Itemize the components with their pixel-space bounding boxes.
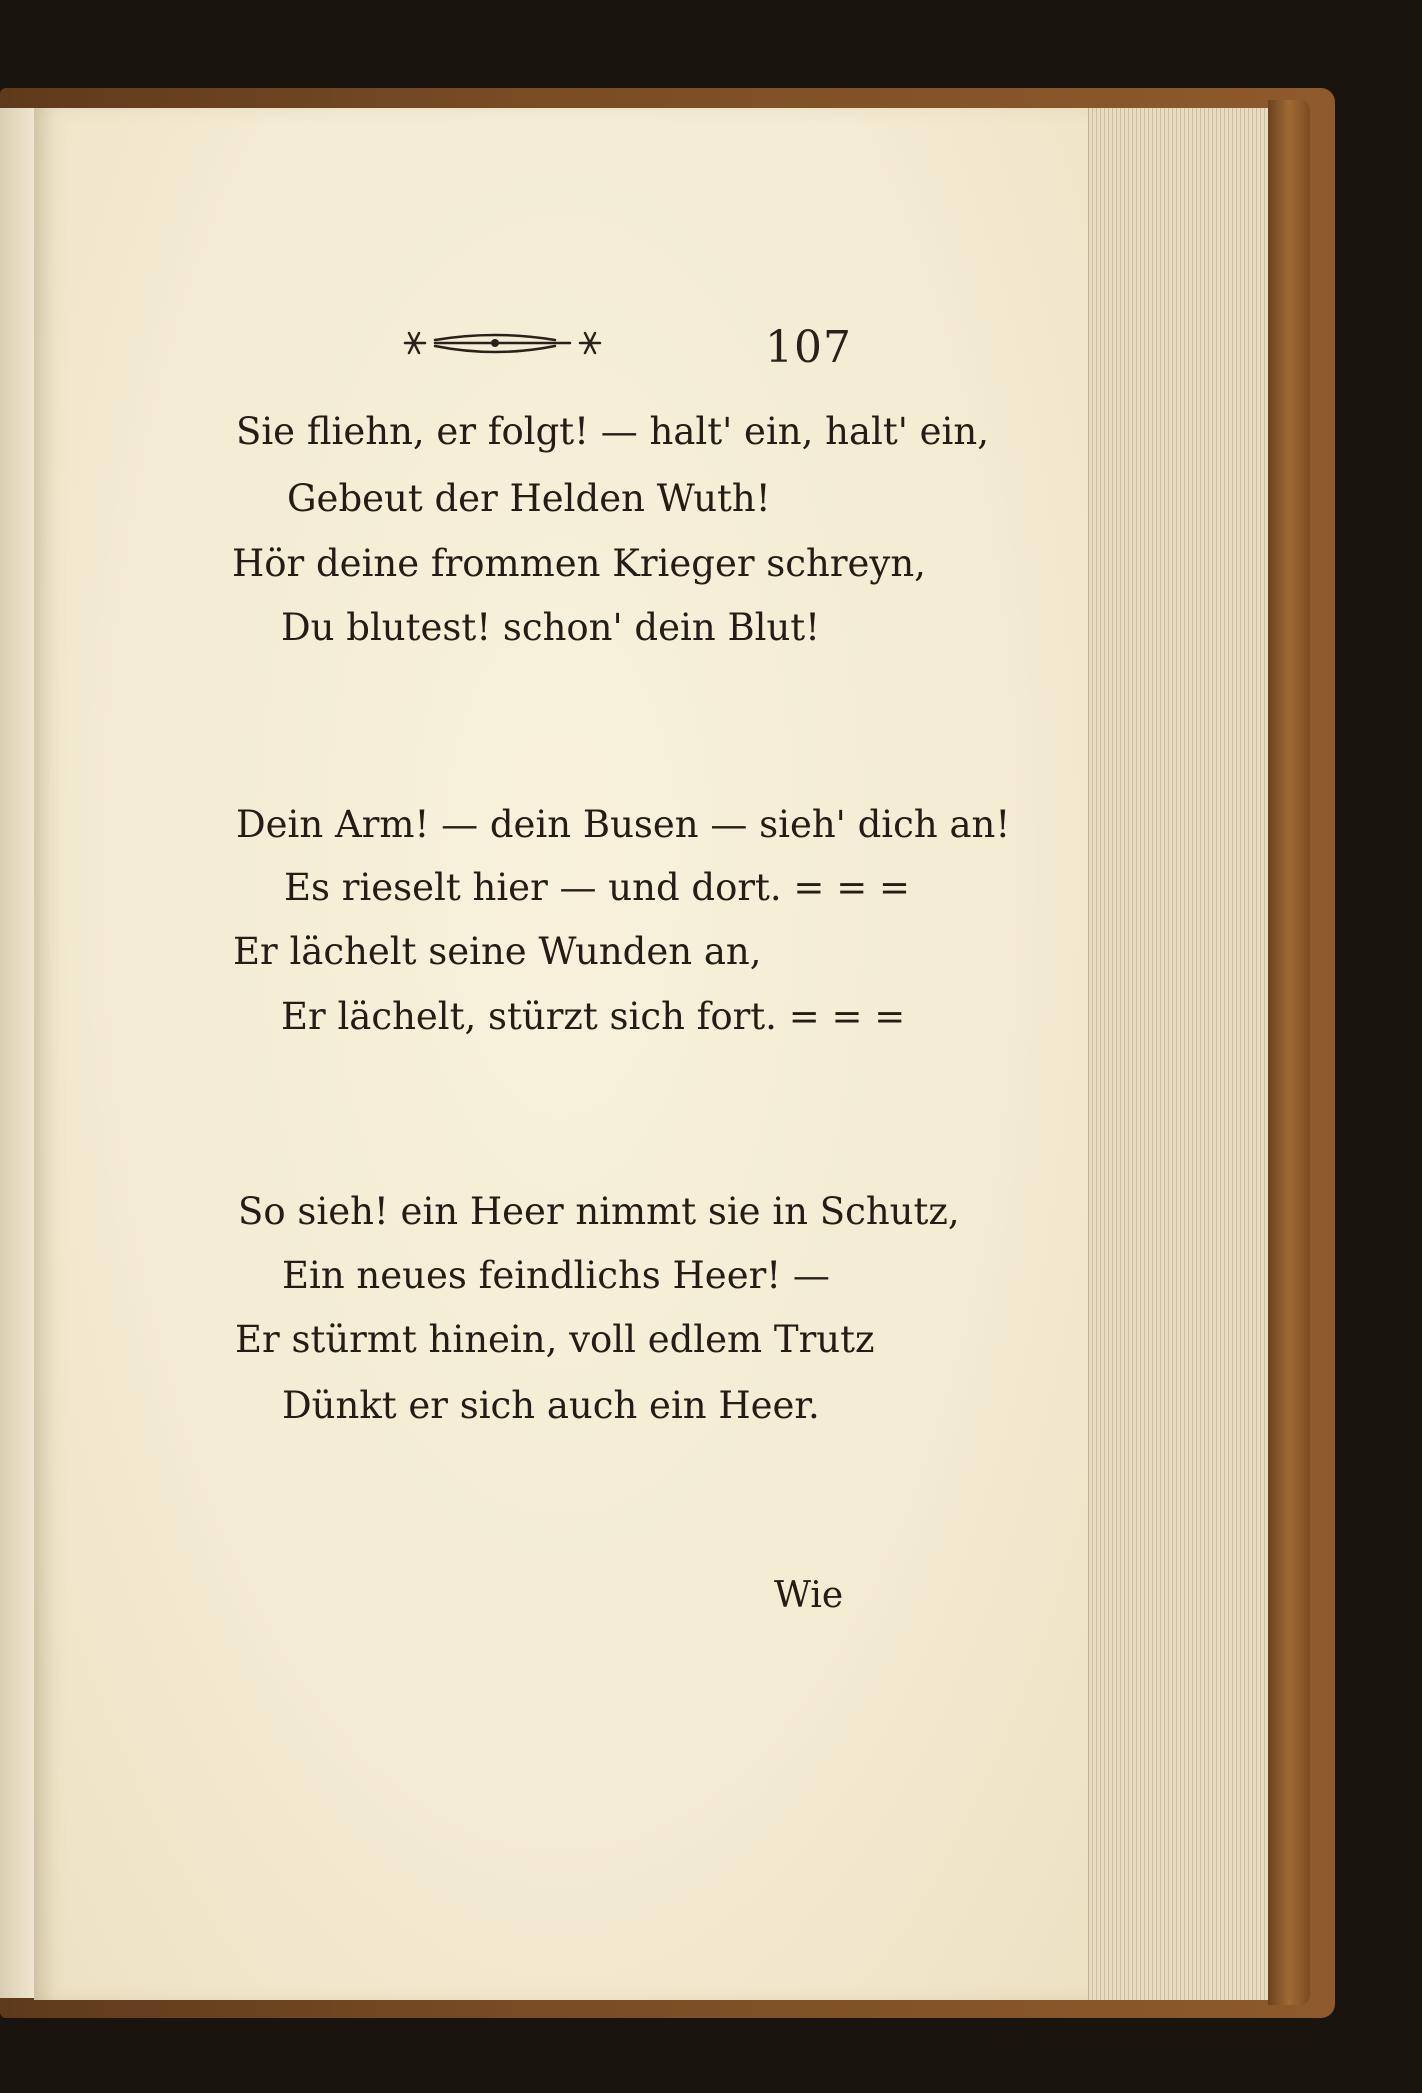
poem-line: Hör deine frommen Krieger schreyn, — [232, 542, 926, 585]
poem-line: So sieh! ein Heer nimmt sie in Schutz, — [238, 1190, 960, 1233]
facing-page-edge — [0, 108, 36, 1998]
poem-line: Dein Arm! — dein Busen — sieh' dich an! — [236, 803, 1011, 846]
poem-line: Er stürmt hinein, voll edlem Trutz — [235, 1318, 875, 1361]
poem-line: Gebeut der Helden Wuth! — [287, 477, 771, 520]
poem-line: Dünkt er sich auch ein Heer. — [282, 1384, 820, 1427]
poem-line: Es rieselt hier — und dort. = = = — [284, 866, 910, 909]
header-ornament-icon — [395, 318, 610, 368]
poem-line: Sie fliehn, er folgt! — halt' ein, halt' ein, — [236, 410, 989, 453]
catchword: Wie — [774, 1575, 844, 1616]
page-number: 107 — [765, 322, 852, 373]
poem-line: Er lächelt seine Wunden an, — [233, 930, 762, 973]
book-page — [34, 108, 1088, 2000]
poem-line: Er lächelt, stürzt sich fort. = = = — [281, 995, 906, 1038]
page-block-edges — [1088, 108, 1269, 2000]
book-spine — [1268, 100, 1310, 2005]
poem-line: Du blutest! schon' dein Blut! — [281, 606, 821, 649]
poem-line: Ein neues feindlichs Heer! — — [282, 1254, 830, 1297]
